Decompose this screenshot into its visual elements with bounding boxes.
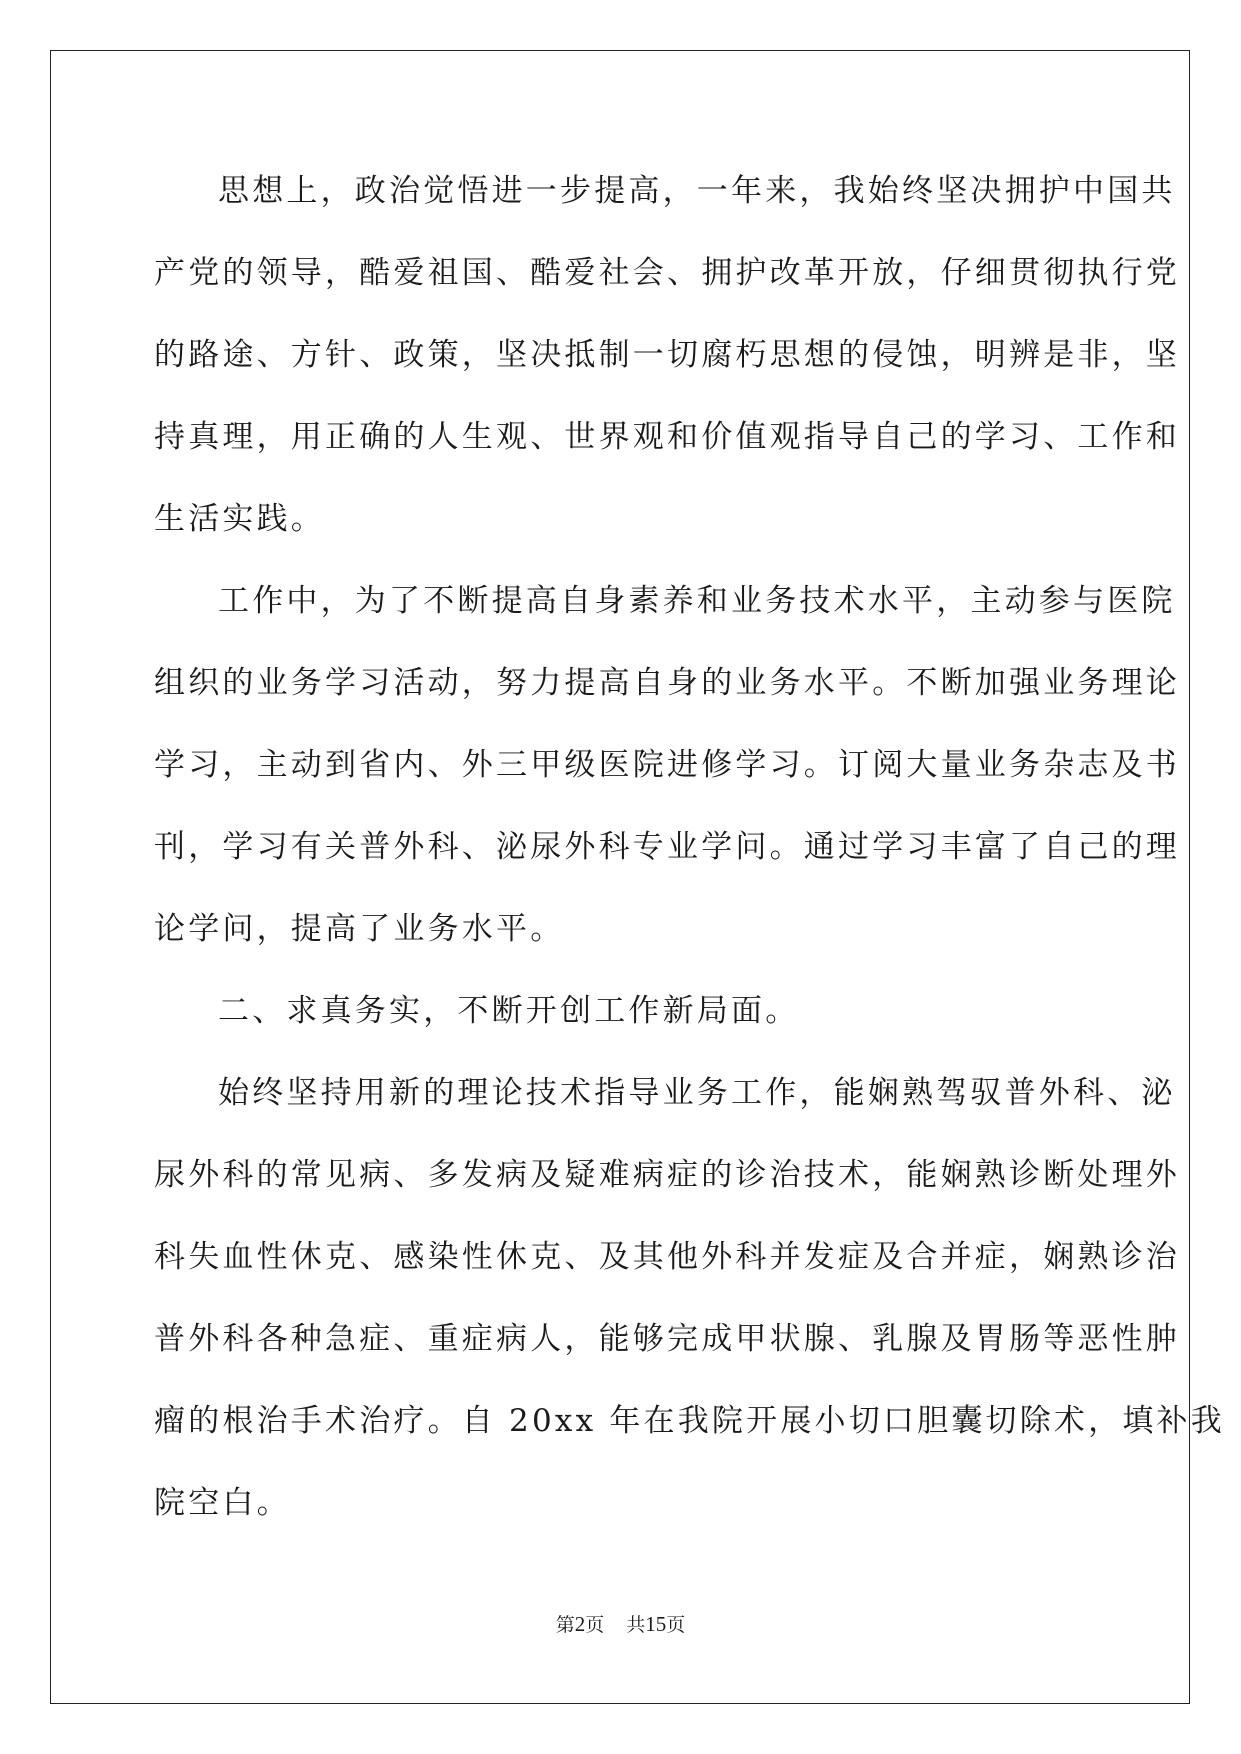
paragraph-1-line-5: 生活实践。 — [154, 501, 325, 537]
paragraph-2-line-1: 工作中，为了不断提高自身素养和业务技术水平，主动参与医院 — [218, 583, 1176, 619]
paragraph-1-line-2: 产党的领导，酷爱祖国、酷爱社会、拥护改革开放，仔细贯彻执行党 — [154, 255, 1180, 291]
page-number: 2 — [574, 1612, 586, 1636]
paragraph-2-line-5: 论学问，提高了业务水平。 — [154, 911, 565, 947]
paragraph-3-line-6: 院空白。 — [154, 1485, 291, 1521]
page-footer — [0, 1613, 1241, 1636]
paragraph-3-line-3: 科失血性休克、感染性休克、及其他外科并发症及合并症，娴熟诊治 — [154, 1239, 1180, 1275]
total-prefix: 共 — [626, 1614, 646, 1636]
paragraph-3-line-4: 普外科各种急症、重症病人，能够完成甲状腺、乳腺及胃肠等恶性肿 — [154, 1321, 1180, 1357]
page-suffix: 页 — [585, 1614, 605, 1636]
total-pages: 15 — [645, 1612, 667, 1636]
paragraph-1-line-3: 的路途、方针、政策，坚决抵制一切腐朽思想的侵蚀，明辨是非，坚 — [154, 337, 1180, 373]
section-heading: 二、求真务实，不断开创工作新局面。 — [218, 993, 800, 1029]
paragraph-3-line-5: 瘤的根治手术治疗。自 20xx 年在我院开展小切口胆囊切除术，填补我 — [154, 1403, 1225, 1439]
paragraph-2-line-4: 刊，学习有关普外科、泌尿外科专业学问。通过学习丰富了自己的理 — [154, 829, 1180, 865]
paragraph-1-line-4: 持真理，用正确的人生观、世界观和价值观指导自己的学习、工作和 — [154, 419, 1180, 455]
document-body — [154, 163, 1225, 1557]
paragraph-1-line-1: 思想上，政治觉悟进一步提高，一年来，我始终坚决拥护中国共 — [218, 173, 1176, 209]
paragraph-3-line-1: 始终坚持用新的理论技术指导业务工作，能娴熟驾驭普外科、泌 — [218, 1075, 1176, 1111]
paragraph-2-line-2: 组织的业务学习活动，努力提高自身的业务水平。不断加强业务理论 — [154, 665, 1180, 701]
page-prefix: 第 — [555, 1614, 575, 1636]
total-suffix: 页 — [666, 1614, 686, 1636]
paragraph-3-line-2: 尿外科的常见病、多发病及疑难病症的诊治技术，能娴熟诊断处理外 — [154, 1157, 1180, 1193]
paragraph-2-line-3: 学习，主动到省内、外三甲级医院进修学习。订阅大量业务杂志及书 — [154, 747, 1180, 783]
